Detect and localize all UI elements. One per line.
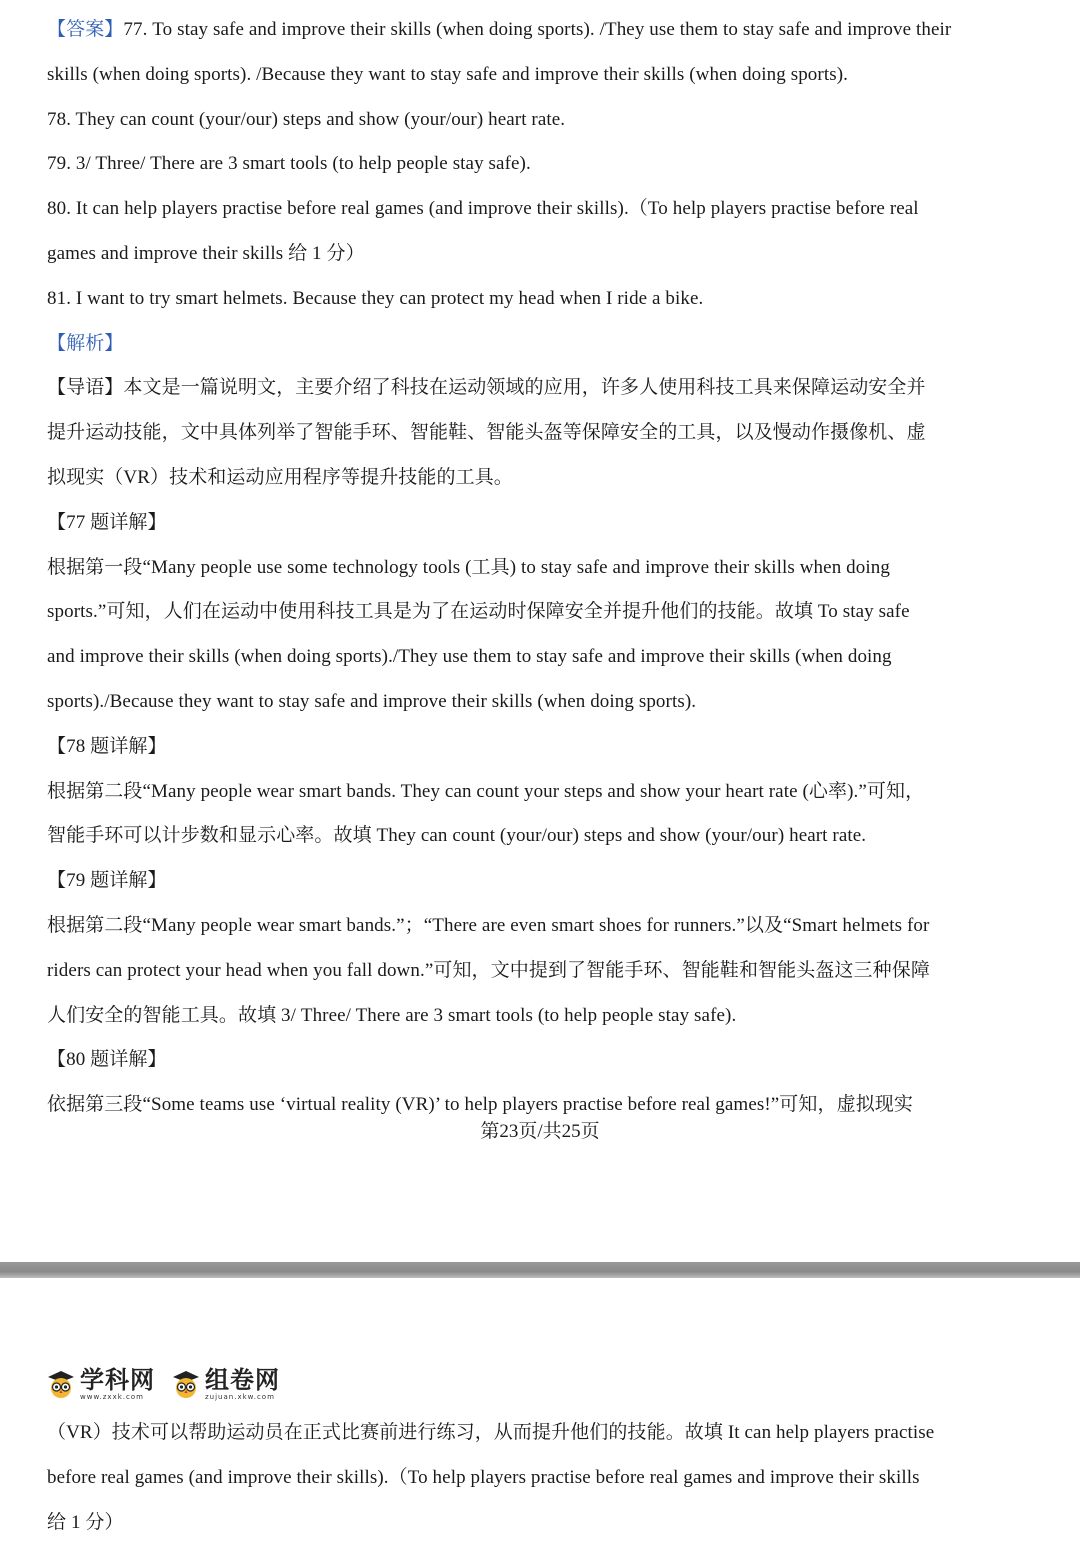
logo-title: 组卷网 <box>205 1366 280 1394</box>
line-text: 依据第三段“Some teams use ‘virtual reality (VR)’ to help players practise before real games!”可知，虚拟现实 <box>47 1094 914 1116</box>
owl-icon <box>171 1369 201 1399</box>
line-text: 根据第二段“Many people wear smart bands. They can count your steps and show your heart rate (心率).”可知， <box>47 780 925 802</box>
logo-url: www.zxxk.com <box>80 1393 144 1401</box>
text-line <box>47 511 1037 535</box>
line-text: 77. To stay safe and improve their skills (when doing sports). /They use them to stay safe and improve their <box>123 19 952 40</box>
text-line <box>47 735 1037 759</box>
text-line <box>47 152 1037 176</box>
text-line <box>47 1093 1037 1117</box>
line-text: 79. 3/ Three/ There are 3 smart tools (to help people stay safe). <box>47 153 531 175</box>
owl-icon <box>46 1369 76 1399</box>
text-line <box>47 1048 1037 1072</box>
line-text: 78. They can count (your/our) steps and show (your/our) heart rate. <box>47 108 566 130</box>
line-text: 【80 题详解】 <box>47 1049 167 1071</box>
line-text: games and improve their skills 给 1 分） <box>47 243 365 264</box>
xuekewang-logo <box>46 1367 155 1401</box>
line-text: 80. It can help players practise before real games (and improve their skills).（To help players practise before real <box>47 198 919 220</box>
line-text: 【79 题详解】 <box>47 870 167 892</box>
text-line <box>47 376 1037 400</box>
text-line <box>47 600 1037 624</box>
page-24 <box>0 1278 1080 1548</box>
text-line: 给 1 分） <box>47 1511 124 1533</box>
line-text: 根据第一段“Many people use some technology tools (工具) to stay safe and improve their skills when doing <box>47 556 890 578</box>
line-text: 【78 题详解】 <box>47 735 167 757</box>
line-text: sports.”可知，人们在运动中使用科技工具是为了在运动时保障安全并提升他们的技能。故填 To stay safe <box>47 601 910 623</box>
text-line <box>47 556 1037 580</box>
text-line <box>47 63 1037 87</box>
line-text: riders can protect your head when you fall down.”可知，文中提到了智能手环、智能鞋和智能头盔这三种保障 <box>47 959 930 981</box>
line-text: 拟现实（VR）技术和运动应用程序等提升技能的工具。 <box>47 467 513 488</box>
logo-title: 学科网 <box>80 1366 155 1394</box>
text-line <box>47 332 1037 356</box>
line-text: sports)./Because they want to stay safe and improve their skills (when doing sports). <box>47 691 697 712</box>
line-text: 根据第二段“Many people wear smart bands.”；“There are even smart shoes for runners.”以及“Smart helmets for <box>47 915 930 936</box>
line-text: 【导语】本文是一篇说明文，主要介绍了科技在运动领域的应用，许多人使用科技工具来保障运动安全并 <box>47 377 926 399</box>
zujuanwang-logo <box>171 1367 280 1401</box>
text-line: （VR）技术可以帮助运动员在正式比赛前进行练习，从而提升他们的技能。故填 It can help players practise <box>47 1422 935 1443</box>
line-text: and improve their skills (when doing sports)./They use them to stay safe and improve their skills (when doing <box>47 646 892 668</box>
page-divider <box>0 1262 1080 1278</box>
text-line <box>47 914 1037 938</box>
text-line <box>47 1004 1037 1028</box>
line-text: skills (when doing sports). /Because they want to stay safe and improve their skills (when doing sports). <box>47 63 848 85</box>
line-text: 81. I want to try smart helmets. Because they can protect my head when I ride a bike. <box>47 287 704 309</box>
page-number: 第23页/共25页 <box>480 1121 600 1142</box>
text-line <box>47 780 1037 804</box>
line-text: 人们安全的智能工具。故填 3/ Three/ There are 3 smart tools (to help people stay safe). <box>47 1004 737 1026</box>
text-line: before real games (and improve their skills).（To help players practise before real games and improve their skills <box>47 1466 920 1488</box>
logo-url: zujuan.xkw.com <box>205 1393 275 1401</box>
text-line <box>47 197 1037 221</box>
text-line <box>47 242 1037 266</box>
section-tag: 【答案】 <box>47 19 124 40</box>
logo-bar <box>46 1364 280 1404</box>
section-tag: 【解析】 <box>47 332 124 354</box>
text-line <box>47 108 1037 132</box>
text-line <box>47 690 1037 714</box>
line-text: 【77 题详解】 <box>47 511 167 533</box>
text-line <box>47 824 1037 848</box>
text-line <box>47 645 1037 669</box>
text-line <box>47 287 1037 311</box>
line-text: 提升运动技能，文中具体列举了智能手环、智能鞋、智能头盔等保障安全的工具，以及慢动作摄像机、虚 <box>47 422 926 444</box>
text-line <box>47 18 1037 42</box>
text-line <box>47 869 1037 893</box>
text-line <box>47 466 1037 490</box>
line-text: 智能手环可以计步数和显示心率。故填 They can count (your/our) steps and show (your/our) heart rate. <box>47 825 867 847</box>
text-line <box>47 959 1037 983</box>
text-line <box>47 421 1037 445</box>
